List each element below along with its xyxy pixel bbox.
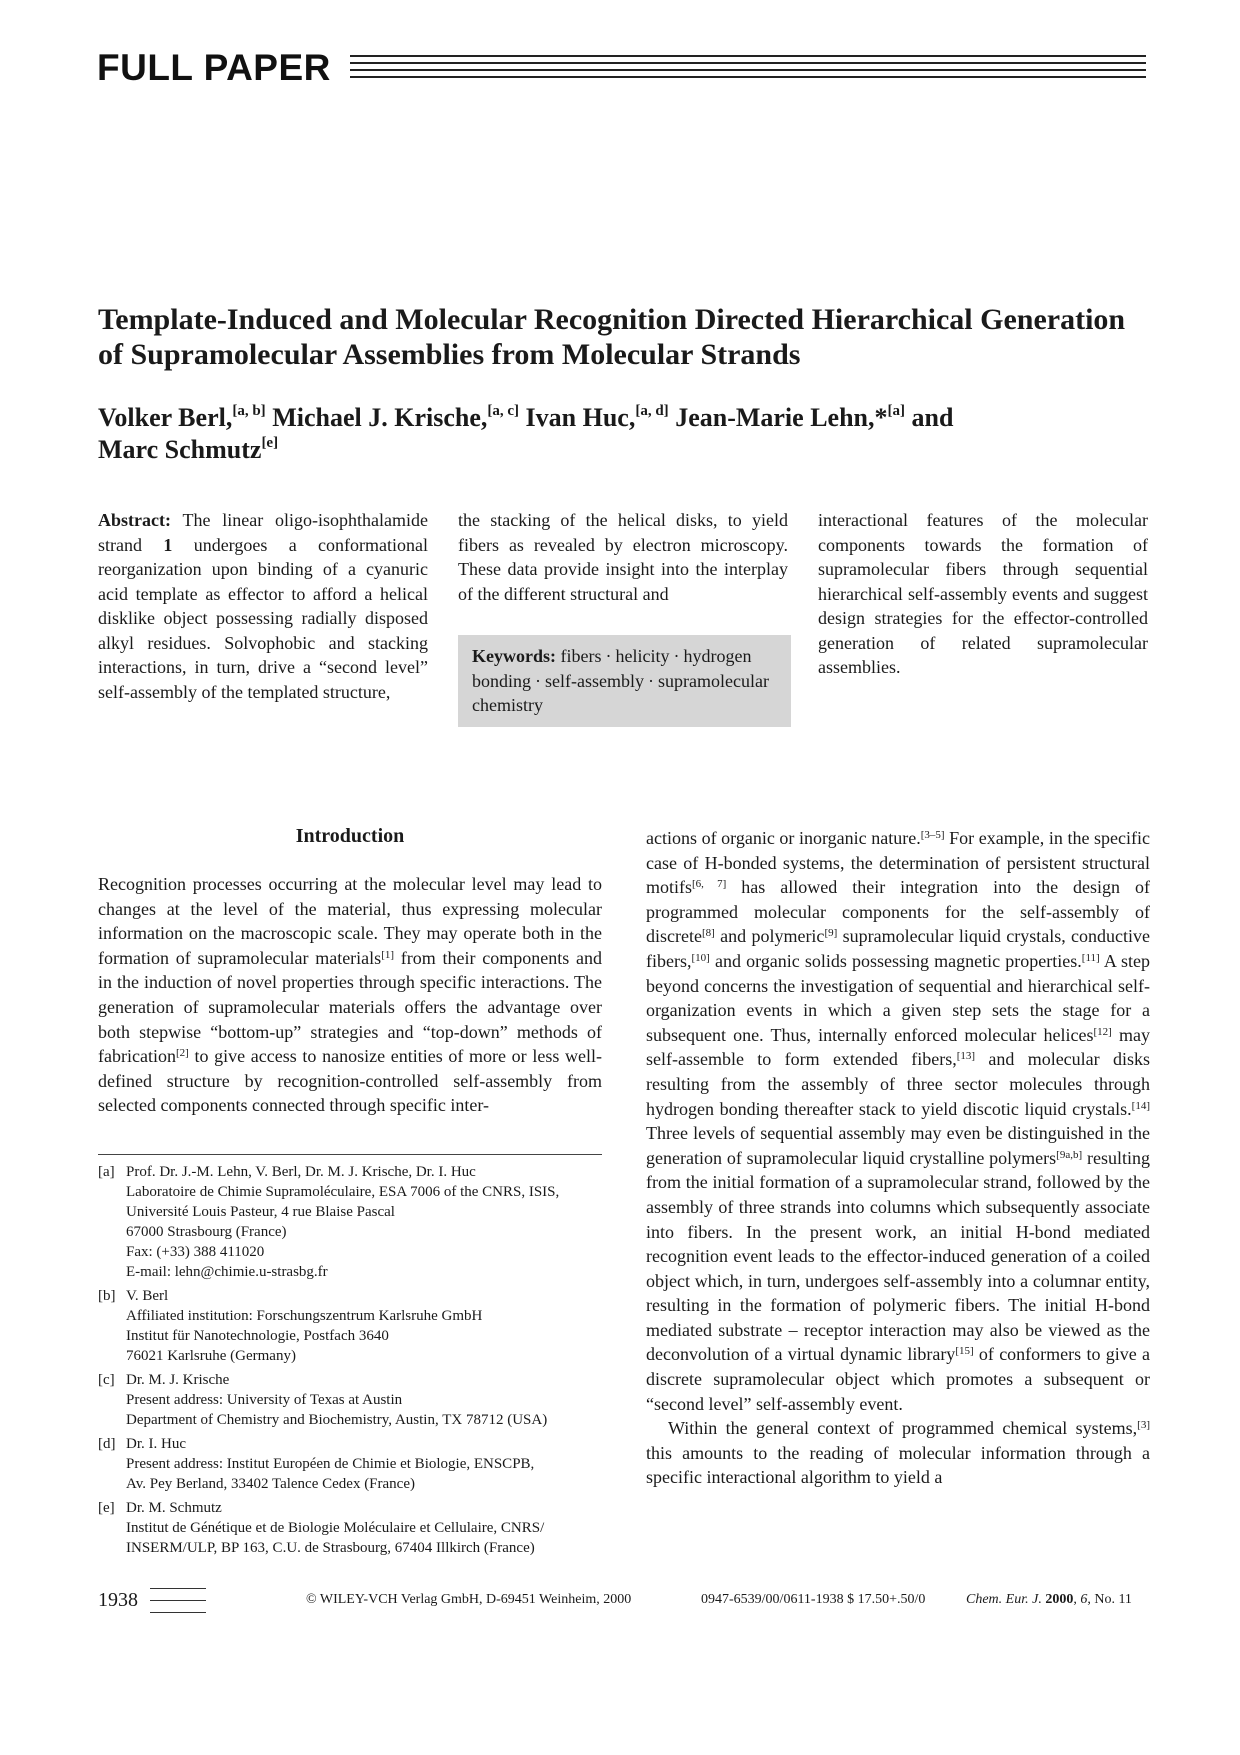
footnote-line: Fax: (+33) 388 411020: [126, 1244, 265, 1260]
citation[interactable]: [1]: [381, 948, 395, 961]
journal-citation: Chem. Eur. J. 2000, 6, No. 11: [966, 1592, 1132, 1607]
author-list: [98, 402, 1148, 466]
author: Volker Berl,[a, b]: [98, 403, 266, 432]
footnote: [98, 1370, 606, 1430]
footnote-line: Department of Chemistry and Biochemistry, Austin, TX 78712 (USA): [126, 1412, 548, 1428]
footnote-line: E-mail: lehn@chimie.u-strasbg.fr: [126, 1264, 328, 1280]
keyword-separator: ·: [648, 670, 654, 691]
abstract-col-2: the stacking of the helical disks, to yield fibers as revealed by electron microscopy. These data provide insight into the interplay of the different structural and: [458, 510, 788, 604]
footnote: [98, 1162, 606, 1282]
section-label: FULL PAPER: [97, 47, 331, 88]
affiliation-mark[interactable]: [e]: [261, 435, 279, 451]
abstract-label: Abstract:: [98, 510, 171, 530]
footnote-line: Université Louis Pasteur, 4 rue Blaise Pascal: [126, 1204, 395, 1220]
citation[interactable]: [2]: [175, 1047, 189, 1060]
keyword[interactable]: helicity: [615, 646, 670, 666]
affiliation-mark[interactable]: [a]: [887, 403, 905, 419]
footnote-line: 67000 Strasbourg (France): [126, 1224, 287, 1240]
footnote-tag: [b]: [98, 1288, 116, 1304]
footnote-line: Dr. M. J. Krische: [126, 1372, 230, 1388]
intro-paragraph-2: Within the general context of programmed chemical systems,[3] this amounts to the reading of molecular information through a specific interactional algorithm to yield a: [646, 1418, 1150, 1488]
footnote-line: Prof. Dr. J.-M. Lehn, V. Berl, Dr. M. J. Krische, Dr. I. Huc: [126, 1164, 476, 1180]
footnote-line: 76021 Karlsruhe (Germany): [126, 1348, 296, 1364]
compound-number: 1: [163, 534, 173, 555]
keyword-separator: ·: [673, 646, 680, 666]
citation[interactable]: [3–5]: [920, 829, 945, 841]
footnote-line: Dr. M. Schmutz: [126, 1500, 222, 1516]
footnote-line: Institut de Génétique et de Biologie Moléculaire et Cellulaire, CNRS/: [126, 1520, 545, 1536]
citation[interactable]: [6, 7]: [692, 878, 727, 891]
journal-year: 2000: [1045, 1592, 1074, 1607]
footnote-line: Dr. I. Huc: [126, 1436, 186, 1452]
author-joiner: and: [905, 403, 954, 432]
keywords-box: [458, 635, 791, 727]
footnote-tag: [e]: [98, 1500, 115, 1516]
keyword[interactable]: hydrogen bonding: [472, 646, 752, 691]
article-title: Template-Induced and Molecular Recognition Directed Hierarchical Generation of Supramolecular Assemblies from Molecular Strands: [98, 303, 1126, 371]
footnote: [98, 1498, 606, 1558]
footnote-line: INSERM/ULP, BP 163, C.U. de Strasbourg, 67404 Illkirch (France): [126, 1540, 535, 1556]
footnote-rule: [98, 1154, 602, 1155]
abstract-text: undergoes a conformational reorganization upon binding of a cyanuric acid template as effector to afford a helical disklike object possessing radially disposed alkyl residues. Solvophobic and stacking interactions, in turn, drive a “second level” self-assembly of the templated structure,: [98, 534, 428, 702]
affiliation-mark[interactable]: [a, c]: [487, 403, 520, 419]
keyword[interactable]: supramolecular chemistry: [472, 670, 769, 715]
keyword[interactable]: self-assembly: [545, 670, 644, 691]
author: Michael J. Krische,[a, c]: [265, 403, 520, 432]
footnote-tag: [d]: [98, 1436, 116, 1452]
keyword[interactable]: fibers: [560, 646, 602, 666]
citation[interactable]: [8]: [701, 927, 715, 940]
keyword-separator: ·: [535, 670, 542, 691]
citation[interactable]: [11]: [1081, 951, 1100, 964]
footnote-line: Institut für Nanotechnologie, Postfach 3640: [126, 1328, 389, 1344]
issn-line: 0947-6539/00/0611-1938 $ 17.50+.50/0: [701, 1592, 926, 1607]
citation[interactable]: [14]: [1131, 1099, 1150, 1112]
citation[interactable]: [13]: [956, 1050, 976, 1063]
footnote-line: Present address: Institut Européen de Chimie et Biologie, ENSCPB,: [126, 1456, 535, 1472]
intro-paragraph-continued: actions of organic or inorganic nature.[3–5] For example, in the specific case of H-bonded systems, the determination of persistent structural motifs[6, 7] has allowed their integration into the design of programmed molecular components for the self-assembly of discrete[8] and polymeric[9] supramolecular liquid crystals, conductive fibers,[10] and organic solids possessing magnetic properties.[11] A step beyond concerns the investigation of sequential and hierarchical self-organization events in which a given step sets the stage for a subsequent one. Thus, internally enforced molecular helices[12] may self-assemble to form extended fibers,[13] and molecular disks resulting from the assembly of three sector molecules through hydrogen bonding thereafter stack to yield discotic liquid crystals.[14] Three levels of sequential assembly may even be distinguished in the generation of supramolecular liquid crystalline polymers[9a,b] resulting from the initial formation of a supramolecular strand, followed by the assembly of three strands into columns which subsequently associate into fibers. In the present work, an initial H-bond mediated recognition event leads to the effector-induced generation of a coiled object which, in turn, undergoes self-assembly into a columnar entity, resulting in the formation of polymeric fibers. The initial H-bond mediated substrate – receptor interaction may also be viewed as the deconvolution of a virtual dynamic library[15] of conformers to give a discrete supramolecular object which promotes a subsequent or “second level” self-assembly event.: [646, 828, 1151, 1414]
author: Ivan Huc,[a, d]: [519, 403, 669, 432]
footnote: [98, 1286, 606, 1366]
author: Jean-Marie Lehn,*[a]: [668, 403, 905, 432]
abstract-text: The linear oligo-isophthalamide strand: [98, 510, 428, 555]
journal-name: Chem. Eur. J.: [966, 1592, 1042, 1607]
intro-paragraph-1: Recognition processes occurring at the molecular level may lead to changes at the level of the material, thus expressing molecular information on the macroscopic scale. They may operate both in the formation of supramolecular materials[1] from their components and in the induction of novel properties through specific interactions. The generation of supramolecular materials offers the advantage over both stepwise “bottom-up” strategies and “top-down” methods of fabrication[2] to give access to nanosize entities of more or less well-defined structure by recognition-controlled self-assembly from selected components connected through specific inter-: [98, 874, 603, 1116]
abstract-col-3: interactional features of the molecular components towards the formation of supramolecular fibers through sequential hierarchical self-assembly events and suggest design strategies for the effector-controlled generation of related supramolecular assemblies.: [818, 510, 1148, 677]
journal-issue: No. 11: [1094, 1592, 1132, 1607]
abstract-col-1: [98, 508, 428, 704]
affiliation-footnotes: [98, 1162, 606, 1562]
citation[interactable]: [12]: [1093, 1025, 1112, 1038]
section-heading: Introduction: [295, 825, 405, 847]
page-number: 1938: [98, 1589, 138, 1611]
footnote-tag: [c]: [98, 1372, 115, 1388]
citation[interactable]: [10]: [691, 951, 710, 964]
footnote: [98, 1434, 606, 1494]
keywords-label: Keywords:: [472, 646, 556, 666]
footnote-tag: [a]: [98, 1164, 115, 1180]
page-number-rule: [150, 1588, 206, 1613]
footnote-line: Av. Pey Berland, 33402 Talence Cedex (France): [126, 1476, 415, 1492]
footnote-line: Affiliated institution: Forschungszentrum Karlsruhe GmbH: [126, 1308, 483, 1324]
footnote-line: Present address: University of Texas at Austin: [126, 1392, 403, 1408]
citation[interactable]: [3]: [1137, 1419, 1150, 1432]
affiliation-mark[interactable]: [a, b]: [232, 403, 266, 419]
intro-column-2: [646, 826, 1150, 1490]
footnote-line: Laboratoire de Chimie Supramoléculaire, ESA 7006 of the CNRS, ISIS,: [126, 1184, 560, 1200]
citation[interactable]: [9]: [824, 927, 838, 940]
header-rules: [350, 55, 1146, 85]
journal-volume: 6: [1080, 1592, 1088, 1607]
footnote-line: V. Berl: [126, 1288, 169, 1304]
citation[interactable]: [9a,b]: [1056, 1148, 1083, 1161]
keyword-separator: ·: [605, 646, 612, 666]
publisher-line: © WILEY-VCH Verlag GmbH, D-69451 Weinheim, 2000: [306, 1592, 632, 1607]
affiliation-mark[interactable]: [a, d]: [635, 403, 669, 419]
author: Marc Schmutz[e]: [98, 435, 279, 464]
citation[interactable]: [15]: [955, 1345, 974, 1358]
